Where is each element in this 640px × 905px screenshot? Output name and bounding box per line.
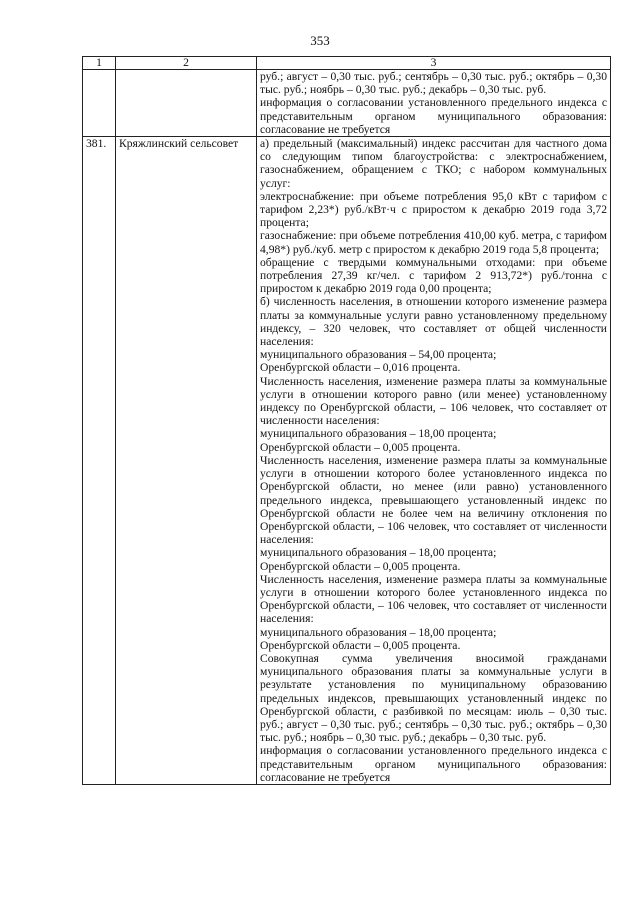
details-paragraph: муниципального образования – 54,00 процента;	[260, 348, 497, 362]
details-paragraph: муниципального образования – 18,00 процента;	[260, 625, 497, 639]
continuation-paragraph: руб.; август – 0,30 тыс. руб.; сентябрь – 0,30 тыс. руб.; октябрь – 0,30 тыс. руб.; ноябрь – 0,30 тыс. руб.; декабрь – 0,30 тыс. руб.	[260, 70, 607, 97]
details-paragraph: электроснабжение: при объеме потребления 95,0 кВт с тарифом с тарифом 2,23*) руб./кВт·ч с приростом к декабрю 2019 года 3,72 процента;	[260, 189, 607, 230]
details-paragraph: б) численность населения, в отношении которого изменение размера платы за коммунальные услуги равно установленному предельному индексу, – 320 человек, что составляет от общей численности населения:	[260, 295, 607, 349]
details-paragraph: Совокупная сумма увеличения вносимой гражданами муниципального образования платы за коммунальные услуги в результате установления по муниципальному образованию предельных индексов, превышающих установленный индекс по Оренбургской области, с разбивкой по месяцам: июль – 0,30 тыс. руб.; август – 0,30 тыс. руб.; сентябрь – 0,30 тыс. руб.; октябрь – 0,30 тыс. руб.; ноябрь – 0,30 тыс. руб.; декабрь – 0,30 тыс. руб.	[260, 651, 607, 745]
details-paragraph: Оренбургской области – 0,005 процента.	[260, 440, 461, 454]
details-paragraph: Оренбургской области – 0,005 процента.	[260, 638, 461, 652]
page-number: 353	[310, 33, 330, 48]
column-header-1: 1	[83, 57, 116, 70]
details-paragraph: Численность населения, изменение размера платы за коммунальные услуги в отношении которого более установленного индекса по Оренбургской области, – 106 человек, что составляет от численности населения:	[260, 572, 607, 626]
row-details-cell	[257, 70, 611, 137]
row-number-cell	[83, 70, 116, 137]
row-details-cell	[257, 137, 611, 785]
details-paragraph: муниципального образования – 18,00 процента;	[260, 427, 497, 441]
table-row-381	[83, 137, 611, 785]
column-header-2: 2	[116, 57, 257, 70]
details-paragraph: газоснабжение: при объеме потребления 410,00 куб. метра, с тарифом 4,98*) руб./куб. метр с приростом к декабрю 2019 года 5,8 процента;	[260, 229, 607, 256]
details-paragraph: Оренбургской области – 0,016 процента.	[260, 361, 461, 375]
details-paragraph: а) предельный (максимальный) индекс рассчитан для частного дома со следующим типом благоустройства: с электроснабжением, газоснабжением, обращением с ТКО; с набором коммунальных услуг:	[260, 137, 607, 190]
details-paragraph: информация о согласовании установленного предельного индекса с представительным органом муниципального образования: согласование не требуется	[260, 744, 607, 784]
details-paragraph: обращение с твердыми коммунальными отходами: при объеме потребления 27,39 кг/чел. с тарифом 2 913,72*) руб./тонна с приростом к декабрю 2019 года 0,00 процента;	[260, 255, 607, 296]
details-paragraph: Численность населения, изменение размера платы за коммунальные услуги в отношении которого равно (или менее) установленному индексу по Оренбургской области, – 106 человек, что составляет от численности населения:	[260, 374, 607, 428]
table-header-row	[83, 57, 611, 70]
continuation-paragraph: информация о согласовании установленного предельного индекса с представительным органом муниципального образования: согласование не требуется	[260, 96, 607, 136]
details-paragraph: Оренбургской области – 0,005 процента.	[260, 559, 461, 573]
table-row-continuation	[83, 70, 611, 137]
column-header-3: 3	[257, 57, 611, 70]
details-paragraph: Численность населения, изменение размера платы за коммунальные услуги в отношении которого более установленного индекса по Оренбургской области, но менее (или равно) установленного предельного индекса, превышающего установленный индекс по Оренбургской области не более чем на величину отклонения по Оренбургской области, – 106 человек, что составляет от численности населения:	[260, 453, 607, 547]
row-name-cell	[116, 70, 257, 137]
row-number-cell: 381.	[83, 137, 116, 785]
data-table	[82, 56, 611, 785]
row-name-cell: Кряжлинский сельсовет	[116, 137, 257, 785]
details-paragraph: муниципального образования – 18,00 процента;	[260, 546, 497, 560]
